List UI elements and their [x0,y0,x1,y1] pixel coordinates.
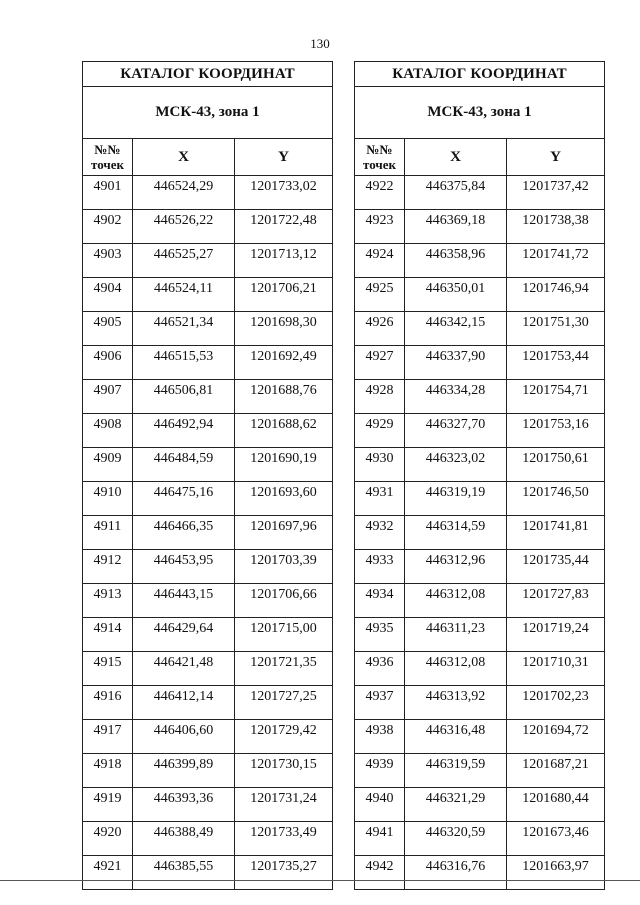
point-number-cell: 4935 [355,618,405,652]
table-row [83,652,333,686]
table-row [83,686,333,720]
y-coordinate-cell: 1201702,23 [507,686,605,720]
x-coordinate-cell: 446319,59 [405,754,507,788]
point-number-cell: 4913 [83,584,133,618]
y-coordinate-cell: 1201706,66 [235,584,333,618]
x-coordinate-cell: 446369,18 [405,210,507,244]
x-coordinate-cell: 446484,59 [133,448,235,482]
y-coordinate-cell: 1201698,30 [235,312,333,346]
y-coordinate-cell: 1201737,42 [507,176,605,210]
x-coordinate-cell: 446312,96 [405,550,507,584]
table-row [355,686,605,720]
x-coordinate-cell: 446492,94 [133,414,235,448]
zone-title: МСК-43, зона 1 [355,87,605,139]
y-coordinate-cell: 1201751,30 [507,312,605,346]
table-row [355,210,605,244]
catalog-title: КАТАЛОГ КООРДИНАТ [83,62,333,87]
point-number-cell: 4904 [83,278,133,312]
x-coordinate-cell: 446358,96 [405,244,507,278]
point-number-cell: 4928 [355,380,405,414]
x-coordinate-cell: 446313,92 [405,686,507,720]
y-coordinate-cell: 1201719,24 [507,618,605,652]
table-row [83,414,333,448]
y-coordinate-cell: 1201694,72 [507,720,605,754]
x-coordinate-cell: 446412,14 [133,686,235,720]
point-number-cell: 4930 [355,448,405,482]
point-number-cell: 4918 [83,754,133,788]
y-coordinate-cell: 1201722,48 [235,210,333,244]
table-row [355,414,605,448]
point-number-cell: 4903 [83,244,133,278]
table-row [83,176,333,210]
zone-title: МСК-43, зона 1 [83,87,333,139]
x-coordinate-cell: 446342,15 [405,312,507,346]
x-coordinate-cell: 446319,19 [405,482,507,516]
table-row [355,754,605,788]
y-coordinate-cell: 1201663,97 [507,856,605,890]
x-coordinate-cell: 446526,22 [133,210,235,244]
point-number-cell: 4914 [83,618,133,652]
x-coordinate-cell: 446375,84 [405,176,507,210]
point-number-cell: 4942 [355,856,405,890]
table-row [83,448,333,482]
header-y: Y [235,139,333,176]
point-number-cell: 4925 [355,278,405,312]
y-coordinate-cell: 1201733,02 [235,176,333,210]
point-number-cell: 4921 [83,856,133,890]
table-row [83,380,333,414]
point-number-cell: 4910 [83,482,133,516]
point-number-cell: 4911 [83,516,133,550]
header-num-line2: точек [91,157,124,172]
point-number-cell: 4909 [83,448,133,482]
header-point-number [355,139,405,176]
table-row [355,278,605,312]
y-coordinate-cell: 1201754,71 [507,380,605,414]
x-coordinate-cell: 446388,49 [133,822,235,856]
y-coordinate-cell: 1201687,21 [507,754,605,788]
x-coordinate-cell: 446466,35 [133,516,235,550]
table-row [83,788,333,822]
y-coordinate-cell: 1201741,81 [507,516,605,550]
y-coordinate-cell: 1201735,27 [235,856,333,890]
y-coordinate-cell: 1201697,96 [235,516,333,550]
y-coordinate-cell: 1201731,24 [235,788,333,822]
table-row [83,346,333,380]
x-coordinate-cell: 446385,55 [133,856,235,890]
y-coordinate-cell: 1201713,12 [235,244,333,278]
header-y: Y [507,139,605,176]
y-coordinate-cell: 1201730,15 [235,754,333,788]
y-coordinate-cell: 1201735,44 [507,550,605,584]
y-coordinate-cell: 1201733,49 [235,822,333,856]
table-row [355,516,605,550]
table-row [355,550,605,584]
point-number-cell: 4931 [355,482,405,516]
header-num-line1: №№ [94,142,121,157]
table-row [355,788,605,822]
table-row [83,210,333,244]
x-coordinate-cell: 446406,60 [133,720,235,754]
x-coordinate-cell: 446327,70 [405,414,507,448]
table-row [83,720,333,754]
footer-divider [0,880,640,881]
table-row [355,176,605,210]
y-coordinate-cell: 1201750,61 [507,448,605,482]
header-point-number [83,139,133,176]
y-coordinate-cell: 1201715,00 [235,618,333,652]
point-number-cell: 4937 [355,686,405,720]
point-number-cell: 4912 [83,550,133,584]
x-coordinate-cell: 446506,81 [133,380,235,414]
table-row [355,448,605,482]
y-coordinate-cell: 1201688,76 [235,380,333,414]
y-coordinate-cell: 1201710,31 [507,652,605,686]
header-x: X [405,139,507,176]
y-coordinate-cell: 1201746,94 [507,278,605,312]
point-number-cell: 4902 [83,210,133,244]
point-number-cell: 4938 [355,720,405,754]
x-coordinate-cell: 446316,76 [405,856,507,890]
y-coordinate-cell: 1201690,19 [235,448,333,482]
x-coordinate-cell: 446393,36 [133,788,235,822]
x-coordinate-cell: 446521,34 [133,312,235,346]
y-coordinate-cell: 1201721,35 [235,652,333,686]
x-coordinate-cell: 446350,01 [405,278,507,312]
point-number-cell: 4905 [83,312,133,346]
y-coordinate-cell: 1201703,39 [235,550,333,584]
point-number-cell: 4936 [355,652,405,686]
point-number-cell: 4923 [355,210,405,244]
x-coordinate-cell: 446334,28 [405,380,507,414]
table-row [83,618,333,652]
y-coordinate-cell: 1201706,21 [235,278,333,312]
table-row [83,754,333,788]
y-coordinate-cell: 1201673,46 [507,822,605,856]
table-row [355,312,605,346]
coordinate-catalog-table-left [82,61,333,890]
table-row [355,720,605,754]
point-number-cell: 4940 [355,788,405,822]
table-body-left [83,176,333,890]
point-number-cell: 4906 [83,346,133,380]
point-number-cell: 4926 [355,312,405,346]
x-coordinate-cell: 446453,95 [133,550,235,584]
x-coordinate-cell: 446321,29 [405,788,507,822]
x-coordinate-cell: 446515,53 [133,346,235,380]
table-row [355,822,605,856]
x-coordinate-cell: 446323,02 [405,448,507,482]
table-row [83,584,333,618]
table-row [83,244,333,278]
point-number-cell: 4919 [83,788,133,822]
x-coordinate-cell: 446475,16 [133,482,235,516]
x-coordinate-cell: 446320,59 [405,822,507,856]
table-row [83,312,333,346]
header-num-line2: точек [363,157,396,172]
x-coordinate-cell: 446525,27 [133,244,235,278]
catalog-title: КАТАЛОГ КООРДИНАТ [355,62,605,87]
y-coordinate-cell: 1201753,44 [507,346,605,380]
y-coordinate-cell: 1201688,62 [235,414,333,448]
header-x: X [133,139,235,176]
x-coordinate-cell: 446524,11 [133,278,235,312]
point-number-cell: 4927 [355,346,405,380]
x-coordinate-cell: 446314,59 [405,516,507,550]
point-number-cell: 4915 [83,652,133,686]
table-row [355,584,605,618]
x-coordinate-cell: 446337,90 [405,346,507,380]
point-number-cell: 4932 [355,516,405,550]
x-coordinate-cell: 446429,64 [133,618,235,652]
point-number-cell: 4920 [83,822,133,856]
table-row [355,618,605,652]
y-coordinate-cell: 1201727,25 [235,686,333,720]
x-coordinate-cell: 446443,15 [133,584,235,618]
point-number-cell: 4929 [355,414,405,448]
table-row [355,652,605,686]
coordinate-catalog-table-right [354,61,605,890]
table-row [83,482,333,516]
x-coordinate-cell: 446311,23 [405,618,507,652]
y-coordinate-cell: 1201680,44 [507,788,605,822]
table-row [83,278,333,312]
point-number-cell: 4934 [355,584,405,618]
y-coordinate-cell: 1201692,49 [235,346,333,380]
header-num-line1: №№ [366,142,393,157]
x-coordinate-cell: 446524,29 [133,176,235,210]
table-row [83,822,333,856]
point-number-cell: 4916 [83,686,133,720]
point-number-cell: 4907 [83,380,133,414]
point-number-cell: 4924 [355,244,405,278]
y-coordinate-cell: 1201693,60 [235,482,333,516]
table-row [83,856,333,890]
table-row [83,550,333,584]
y-coordinate-cell: 1201746,50 [507,482,605,516]
table-row [355,380,605,414]
table-row [355,856,605,890]
table-body-right [355,176,605,890]
point-number-cell: 4922 [355,176,405,210]
x-coordinate-cell: 446312,08 [405,652,507,686]
y-coordinate-cell: 1201741,72 [507,244,605,278]
table-row [355,346,605,380]
x-coordinate-cell: 446312,08 [405,584,507,618]
point-number-cell: 4941 [355,822,405,856]
y-coordinate-cell: 1201738,38 [507,210,605,244]
y-coordinate-cell: 1201727,83 [507,584,605,618]
y-coordinate-cell: 1201753,16 [507,414,605,448]
table-row [355,482,605,516]
y-coordinate-cell: 1201729,42 [235,720,333,754]
x-coordinate-cell: 446399,89 [133,754,235,788]
point-number-cell: 4917 [83,720,133,754]
point-number-cell: 4939 [355,754,405,788]
point-number-cell: 4908 [83,414,133,448]
point-number-cell: 4901 [83,176,133,210]
page-number: 130 [310,36,330,51]
point-number-cell: 4933 [355,550,405,584]
x-coordinate-cell: 446421,48 [133,652,235,686]
table-row [83,516,333,550]
x-coordinate-cell: 446316,48 [405,720,507,754]
table-row [355,244,605,278]
